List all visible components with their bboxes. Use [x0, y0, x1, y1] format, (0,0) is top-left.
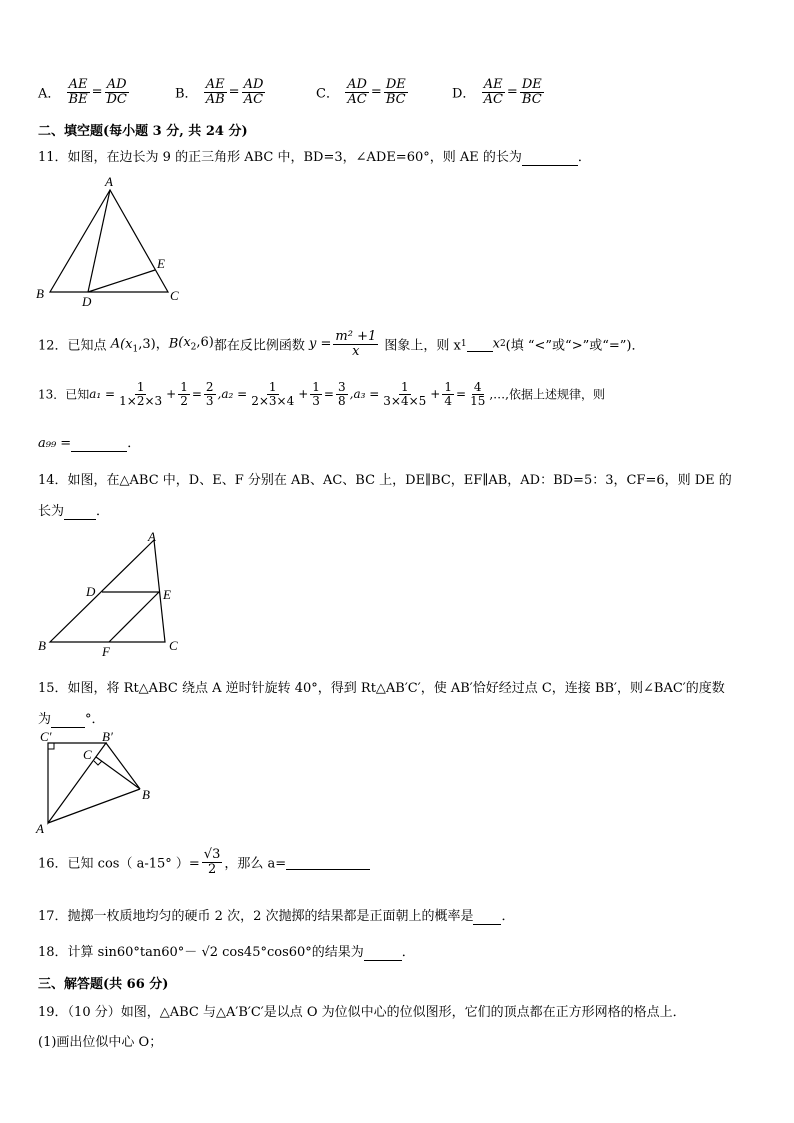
question-13: 13．已知a₁ = $\frac{1}{1\times 2\times 3}$ + $\frac{1}{2}$ = $\frac{2}{3}$ ,a₂ = $\frac{1}{2\times 3\times 4}$ + $\frac{1}{3}$ = $\frac{3}{8}$ ,a₃ = $\frac{1}{3\times 4\times 5}$ + $\frac{1}{4}$ = $\frac{4}{15}$ ,…,依据上述规律，则 [38, 380, 605, 408]
question-19-part1: (1)画出位似中心 O； [38, 1035, 163, 1050]
fraction: $\frac{AD}{DC}$ [106, 77, 127, 107]
label-d: D [86, 584, 96, 599]
fraction: $\frac{AE}{BE}$ [68, 77, 88, 107]
label-f: F [102, 644, 110, 659]
answer-blank [467, 336, 493, 352]
question-12: 12．已知点 $A(x_1,3)$，$B(x_2,6)$都在反比例函数 y = $\frac{\text{m² +1}}{x}$ 图象上，则 x1 x2(填 “<”或“>”或“=”)． [38, 329, 645, 359]
question-19: 19．（10 分）如图，△ABC 与△A′B′C′是以点 O 为位似中心的位似图形，它们的顶点都在正方形网格的格点上． [38, 1005, 686, 1020]
fraction: $\frac{AE}{AB}$ [205, 77, 225, 107]
question-11: 11．如图，在边长为 9 的正三角形 ABC 中，BD=3，∠ADE=60°，则 AE 的长为 ． [38, 150, 591, 165]
option-d: D． $\frac{AE}{AC}$ = $\frac{DE}{BC}$ [452, 77, 542, 107]
fraction: $\frac{DE}{BC}$ [385, 77, 406, 107]
option-a-label: A． [38, 86, 61, 102]
section-heading: 三、解答题(共 66 分) [38, 977, 169, 992]
option-c-label: C． [316, 86, 339, 102]
answer-blank [364, 945, 402, 961]
fraction: $\frac{AD}{AC}$ [243, 77, 264, 107]
option-b: B． $\frac{AE}{AB}$ = $\frac{AD}{AC}$ [175, 77, 264, 107]
fraction: $\frac{DE}{BC}$ [521, 77, 542, 107]
question-18: 18．计算 sin60°tan60°－ √2 cos45°cos60°的结果为 ． [38, 945, 415, 960]
option-d-label: D． [452, 86, 476, 102]
label-c: C [169, 638, 178, 653]
label-a: A [36, 821, 44, 836]
answer-blank [522, 150, 578, 166]
label-c: C [170, 288, 179, 303]
question-13-answer: a₉₉ = ． [38, 436, 141, 451]
label-a: A [148, 529, 156, 544]
answer-blank [71, 436, 127, 452]
option-b-label: B． [175, 86, 198, 102]
figure-q14 [30, 526, 190, 660]
answer-blank [286, 854, 370, 870]
question-15-line2: 为 °． [38, 712, 105, 727]
answer-blank [51, 712, 85, 728]
answer-blank [473, 909, 501, 925]
question-14-line1: 14．如图，在△ABC 中，D、E、F 分别在 AB、AC、BC 上，DE∥BC，EF∥AB，AD：BD=5：3，CF=6，则 DE 的 [38, 473, 732, 488]
label-b-prime: B′ [102, 729, 113, 744]
fraction: $\frac{\text{m² +1}}{x}$ [335, 329, 377, 359]
label-e: E [157, 256, 165, 271]
question-17: 17．抛掷一枚质地均匀的硬币 2 次，2 次抛掷的结果都是正面朝上的概率是 ． [38, 909, 515, 924]
label-b: B [38, 638, 46, 653]
question-16: 16．已知 cos（ a-15° ）= $\frac{√3}{2}$ ，那么 a= [38, 848, 370, 876]
label-c-prime: C′ [40, 729, 52, 744]
option-c: C． $\frac{AD}{AC}$ = $\frac{DE}{BC}$ [316, 77, 406, 107]
section-heading: 二、填空题(每小题 3 分, 共 24 分) [38, 124, 248, 139]
fraction: $\frac{AE}{AC}$ [483, 77, 503, 107]
question-14-line2: 长为 ． [38, 504, 110, 519]
option-a: A． $\frac{AE}{BE}$ = $\frac{AD}{DC}$ [38, 77, 127, 107]
figure-q11 [30, 172, 190, 312]
label-e: E [163, 587, 171, 602]
figure-q15 [30, 727, 170, 839]
label-d: D [82, 294, 92, 309]
question-15-line1: 15．如图，将 Rt△ABC 绕点 A 逆时针旋转 40°，得到 Rt△AB′C′，使 AB′恰好经过点 C，连接 BB′，则∠BAC′的度数 [38, 681, 725, 696]
label-b: B [36, 286, 44, 301]
fraction: $\frac{AD}{AC}$ [347, 77, 367, 107]
label-b: B [142, 787, 150, 802]
label-a: A [105, 174, 113, 189]
label-c: C [83, 747, 92, 762]
answer-blank [64, 504, 96, 520]
